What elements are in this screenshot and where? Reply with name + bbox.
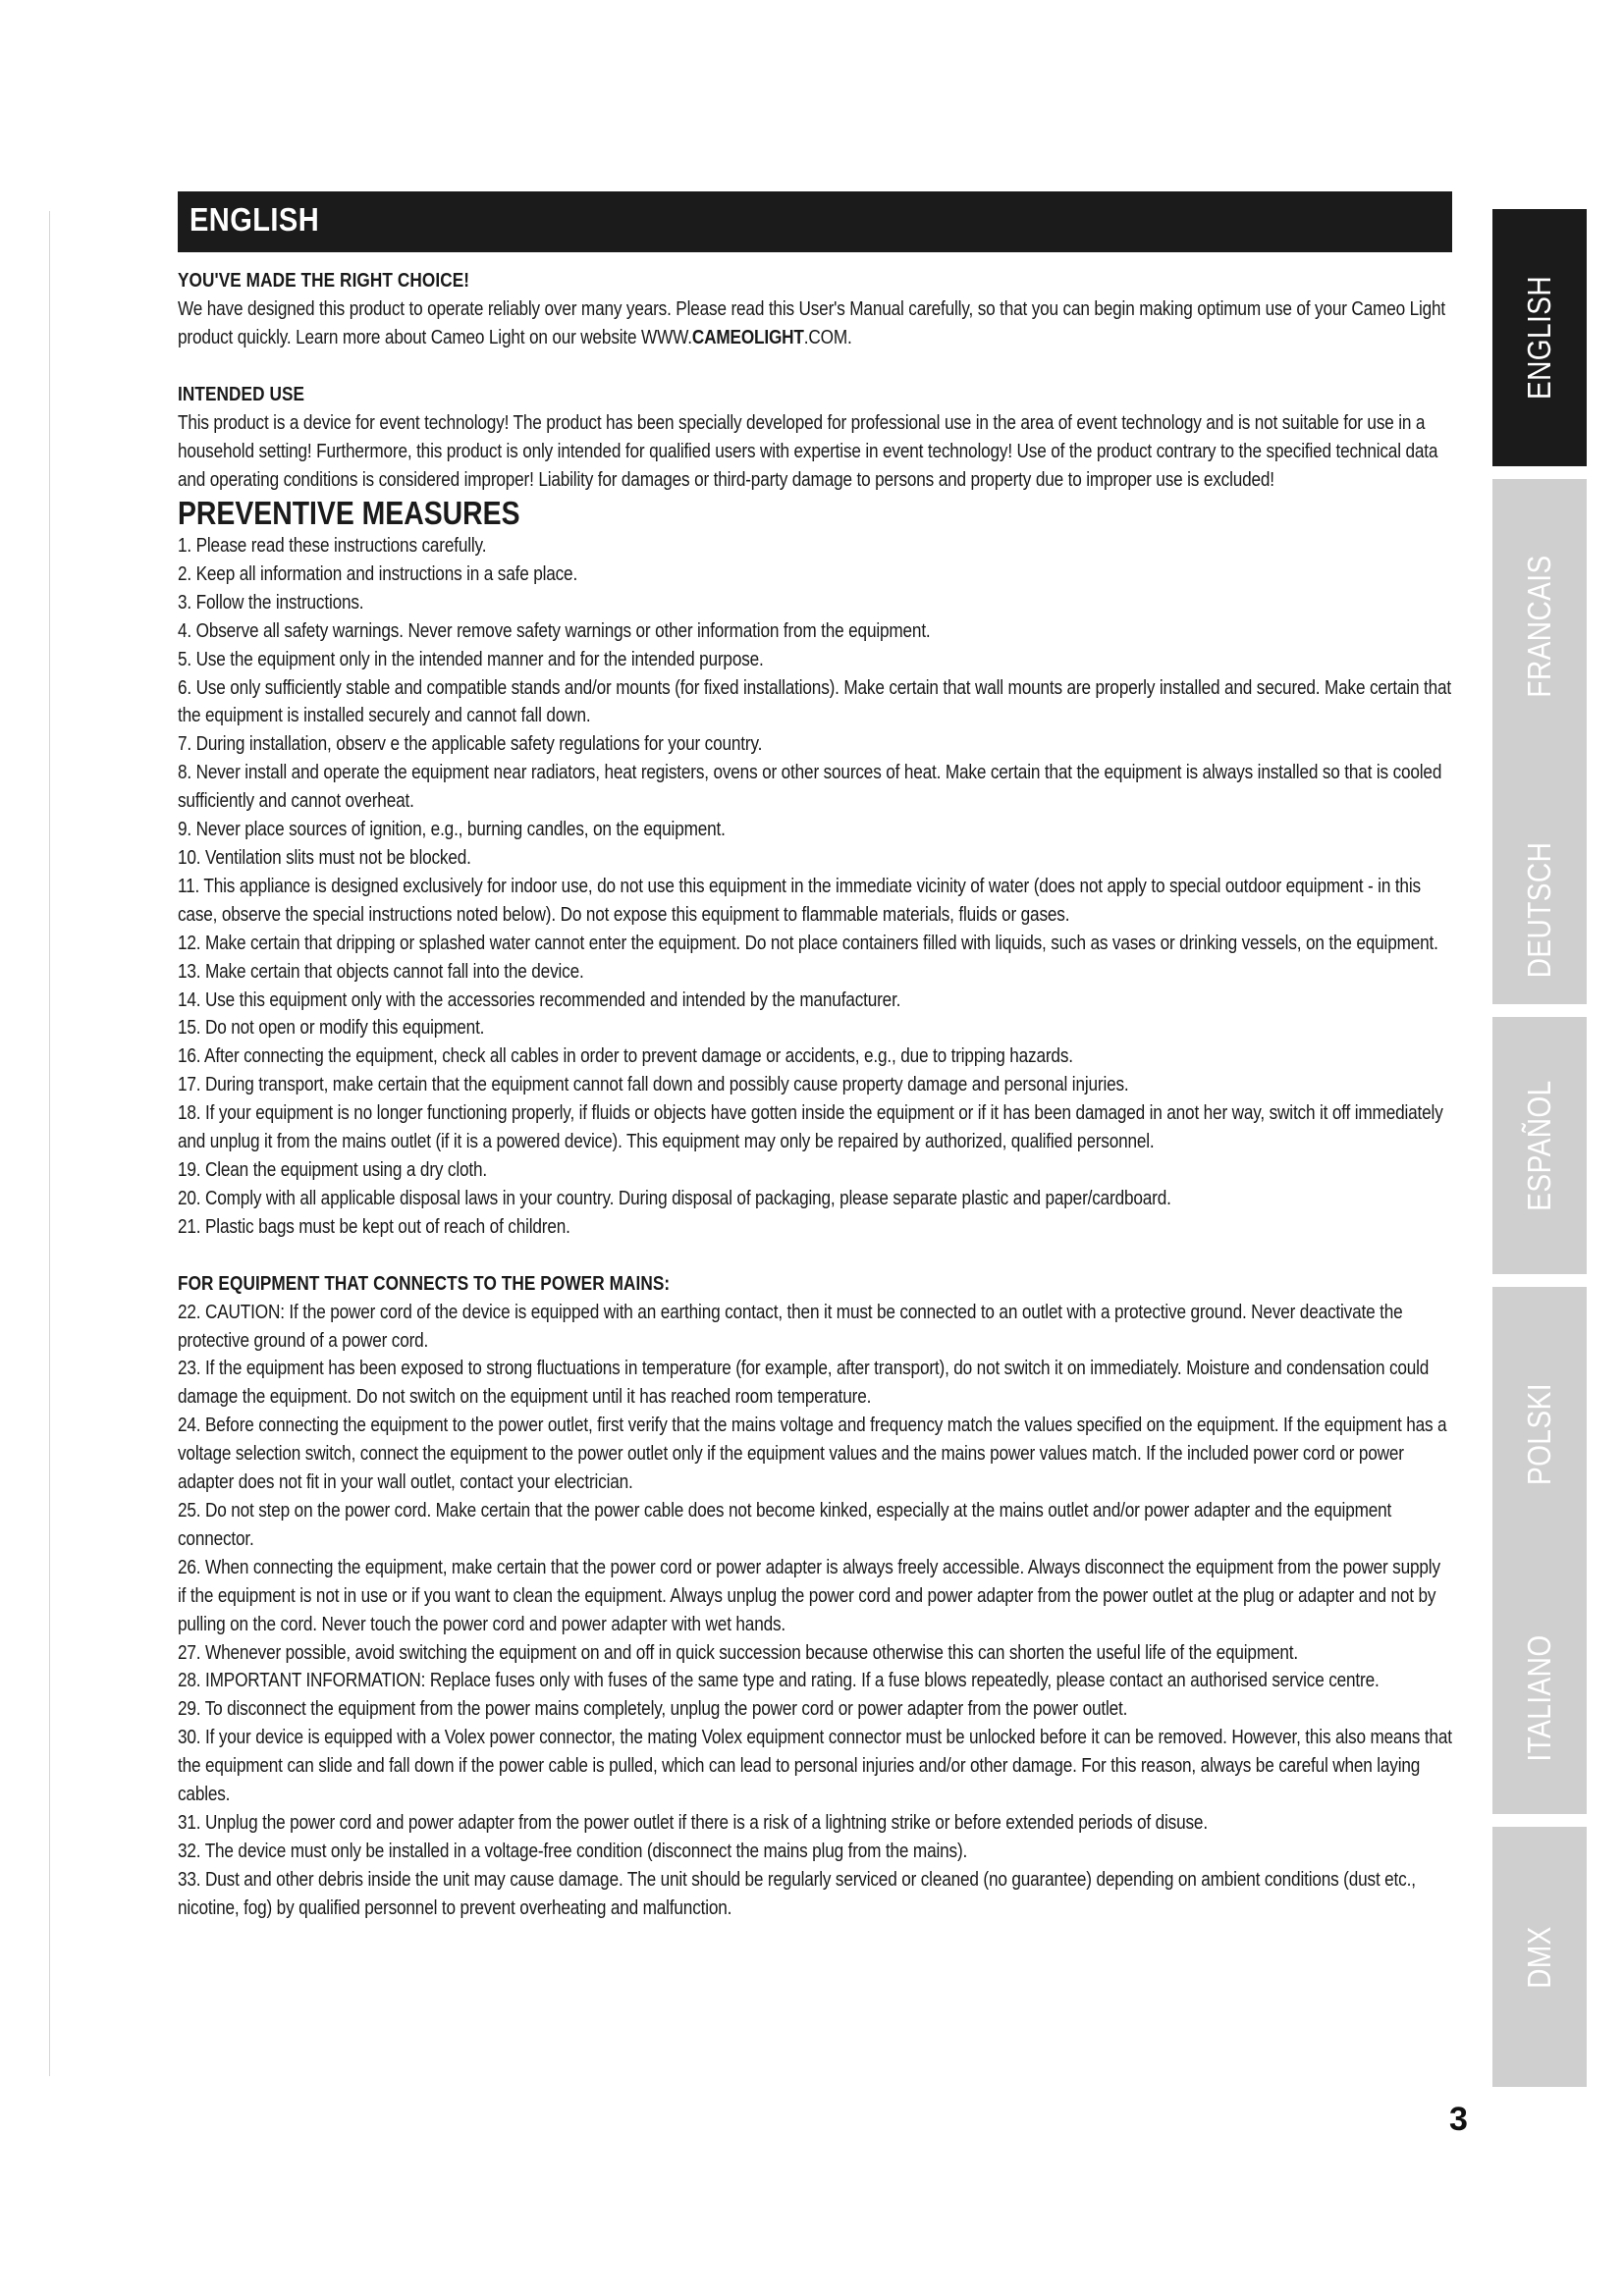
tab-english[interactable] bbox=[1492, 209, 1587, 466]
list-item: 2. Keep all information and instructions in a safe place. bbox=[178, 562, 578, 585]
list-item: 1. Please read these instructions carefully. bbox=[178, 535, 487, 557]
power-mains-heading: FOR EQUIPMENT THAT CONNECTS TO THE POWER MAINS: bbox=[178, 1272, 671, 1295]
list-item: 22. CAUTION: If the power cord of the device is equipped with an earthing contact, then it must be connected to an outlet with a protective ground. Never deactivate the protective ground of a power cord. bbox=[178, 1301, 1403, 1352]
preventive-measures-section bbox=[178, 495, 1452, 1242]
list-item: 17. During transport, make certain that the equipment cannot fall down and possibly cause property damage and personal injuries. bbox=[178, 1074, 1129, 1096]
intro-section bbox=[178, 267, 1452, 352]
preventive-measures-list bbox=[178, 532, 1452, 1242]
tab-label: POLSKI bbox=[1521, 1383, 1557, 1486]
list-item: 31. Unplug the power cord and power adapter from the power outlet if there is a risk of a lightning strike or before extended periods of disuse. bbox=[178, 1811, 1208, 1834]
list-item: 11. This appliance is designed exclusively for indoor use, do not use this equipment in the immediate vicinity of water (does not apply to special outdoor equipment - in this case, observe the special instructions noted below). Do not expose this equipment to flammable materials, fluids or gases. bbox=[178, 875, 1421, 926]
list-item: 19. Clean the equipment using a dry cloth. bbox=[178, 1158, 488, 1181]
list-item: 12. Make certain that dripping or splashed water cannot enter the equipment. Do not place containers filled with liquids, such as vases or drinking vessels, on the equipment. bbox=[178, 932, 1438, 954]
intended-use-heading: INTENDED USE bbox=[178, 384, 305, 405]
list-item: 25. Do not step on the power cord. Make certain that the power cable does not become kinked, especially at the mains outlet and/or power adapter and the equipment connector. bbox=[178, 1500, 1392, 1550]
tab-espanol[interactable] bbox=[1492, 1017, 1587, 1274]
left-margin-rule bbox=[49, 211, 50, 2076]
intro-text bbox=[178, 295, 1452, 352]
intended-use-text: This product is a device for event technology! The product has been specially developed for professional use in the area of event technology and is not suitable for use in a household setting! Furthermore, this product is only intended for qualified users with expertise in event technology! Use of the product contrary to the specified technical data and operating conditions is considered improper! Liability for damages or third-party damage to persons and property due to improper use is excluded! bbox=[178, 412, 1438, 491]
list-item: 20. Comply with all applicable disposal laws in your country. During disposal of packaging, please separate plastic and paper/cardboard. bbox=[178, 1187, 1171, 1209]
tab-label: ITALIANO bbox=[1521, 1634, 1557, 1762]
list-item: 10. Ventilation slits must not be blocked. bbox=[178, 846, 471, 869]
list-item: 28. IMPORTANT INFORMATION: Replace fuses only with fuses of the same type and rating. If a fuse blows repeatedly, please contact an authorised service centre. bbox=[178, 1670, 1380, 1692]
tab-label: ENGLISH bbox=[1521, 275, 1557, 400]
list-item: 13. Make certain that objects cannot fall into the device. bbox=[178, 960, 584, 983]
list-item: 30. If your device is equipped with a Volex power connector, the mating Volex equipment connector must be unlocked before it can be removed. However, this also means that the equipment can slide and fall down if the power cable is pulled, which can lead to personal injuries and/or other damage. For this reason, always be careful when laying cables. bbox=[178, 1727, 1452, 1806]
list-item: 6. Use only sufficiently stable and compatible stands and/or mounts (for fixed installations). Make certain that wall mounts are properly installed and secured. Make certain that the equipment is installed securely and cannot fall down. bbox=[178, 676, 1452, 727]
list-item: 32. The device must only be installed in a voltage-free condition (disconnect the mains plug from the mains). bbox=[178, 1840, 968, 1862]
tab-dmx[interactable] bbox=[1492, 1827, 1587, 2087]
manual-content bbox=[178, 267, 1452, 1923]
list-item: 9. Never place sources of ignition, e.g., burning candles, on the equipment. bbox=[178, 819, 726, 841]
language-header-title: ENGLISH bbox=[189, 201, 320, 238]
brand-name: CAMEOLIGHT bbox=[691, 327, 804, 348]
list-item: 16. After connecting the equipment, check all cables in order to prevent damage or accidents, e.g., due to tripping hazards. bbox=[178, 1045, 1073, 1068]
list-item: 5. Use the equipment only in the intended manner and for the intended purpose. bbox=[178, 648, 764, 670]
tab-label: FRANCAIS bbox=[1521, 555, 1557, 698]
list-item: 8. Never install and operate the equipment near radiators, heat registers, ovens or other sources of heat. Make certain that the equipment is always installed so that is cooled sufficiently and cannot overheat. bbox=[178, 762, 1442, 813]
list-item: 7. During installation, observ e the applicable safety regulations for your country. bbox=[178, 733, 763, 756]
list-item: 27. Whenever possible, avoid switching the equipment on and off in quick succession because otherwise this can shorten the useful life of the equipment. bbox=[178, 1641, 1298, 1664]
list-item: 26. When connecting the equipment, make certain that the power cord or power adapter is always freely accessible. Always disconnect the equipment from the power supply if the equipment is not in use or if you want to clean the equipment. Always unplug the power cord and power adapter from the power outlet at the plug or adapter and not by pulling on the cord. Never touch the power cord and power adapter with wet hands. bbox=[178, 1556, 1440, 1635]
list-item: 29. To disconnect the equipment from the power mains completely, unplug the power cord or power adapter from the power outlet. bbox=[178, 1698, 1128, 1721]
list-item: 33. Dust and other debris inside the unit may cause damage. The unit should be regularly serviced or cleaned (no guarantee) depending on ambient conditions (dust etc., nicotine, fog) by qualified personnel to prevent overheating and malfunction. bbox=[178, 1868, 1416, 1919]
list-item: 4. Observe all safety warnings. Never remove safety warnings or other information from the equipment. bbox=[178, 619, 931, 642]
power-mains-section bbox=[178, 1270, 1452, 1923]
list-item: 18. If your equipment is no longer functioning properly, if fluids or objects have gotten inside the equipment or if it has been damaged in anot her way, switch it off immediately and unplug it from the mains outlet (if it is a powered device). This equipment may only be repaired by authorized, qualified personnel. bbox=[178, 1102, 1443, 1153]
tab-deutsch-francais[interactable] bbox=[1492, 479, 1587, 1004]
power-mains-list bbox=[178, 1299, 1452, 1923]
list-item: 21. Plastic bags must be kept out of reach of children. bbox=[178, 1215, 570, 1238]
tab-italiano-polski[interactable] bbox=[1492, 1287, 1587, 1814]
intro-text-main: We have designed this product to operate reliably over many years. Please read this User's Manual carefully, so that you can begin making optimum use of your Cameo Light product quickly. Learn more about Cameo Light on our website WWW. bbox=[178, 298, 1446, 348]
tab-label: DMX bbox=[1521, 1925, 1557, 1989]
intended-use-section bbox=[178, 381, 1452, 495]
list-item: 23. If the equipment has been exposed to strong fluctuations in temperature (for example, after transport), do not switch it on immediately. Moisture and condensation could damage the equipment. Do not switch on the equipment until it has reached room temperature. bbox=[178, 1358, 1430, 1409]
tab-label: ESPAÑOL bbox=[1521, 1080, 1557, 1211]
preventive-measures-heading: PREVENTIVE MEASURES bbox=[178, 495, 520, 531]
list-item: 15. Do not open or modify this equipment. bbox=[178, 1017, 485, 1040]
intro-heading: YOU'VE MADE THE RIGHT CHOICE! bbox=[178, 270, 470, 292]
list-item: 24. Before connecting the equipment to the power outlet, first verify that the mains voltage and frequency match the values specified on the equipment. If the equipment has a voltage selection switch, connect the equipment to the power outlet only if the equipment values and the mains power values match. If the included power cord or power adapter does not fit in your wall outlet, contact your electrician. bbox=[178, 1415, 1447, 1494]
list-item: 14. Use this equipment only with the accessories recommended and intended by the manufacturer. bbox=[178, 988, 901, 1011]
list-item: 3. Follow the instructions. bbox=[178, 591, 364, 614]
tab-label: DEUTSCH bbox=[1521, 841, 1557, 978]
page-number: 3 bbox=[1449, 2101, 1468, 2138]
language-header-bar bbox=[178, 191, 1452, 252]
intro-text-end: .COM. bbox=[803, 327, 852, 348]
